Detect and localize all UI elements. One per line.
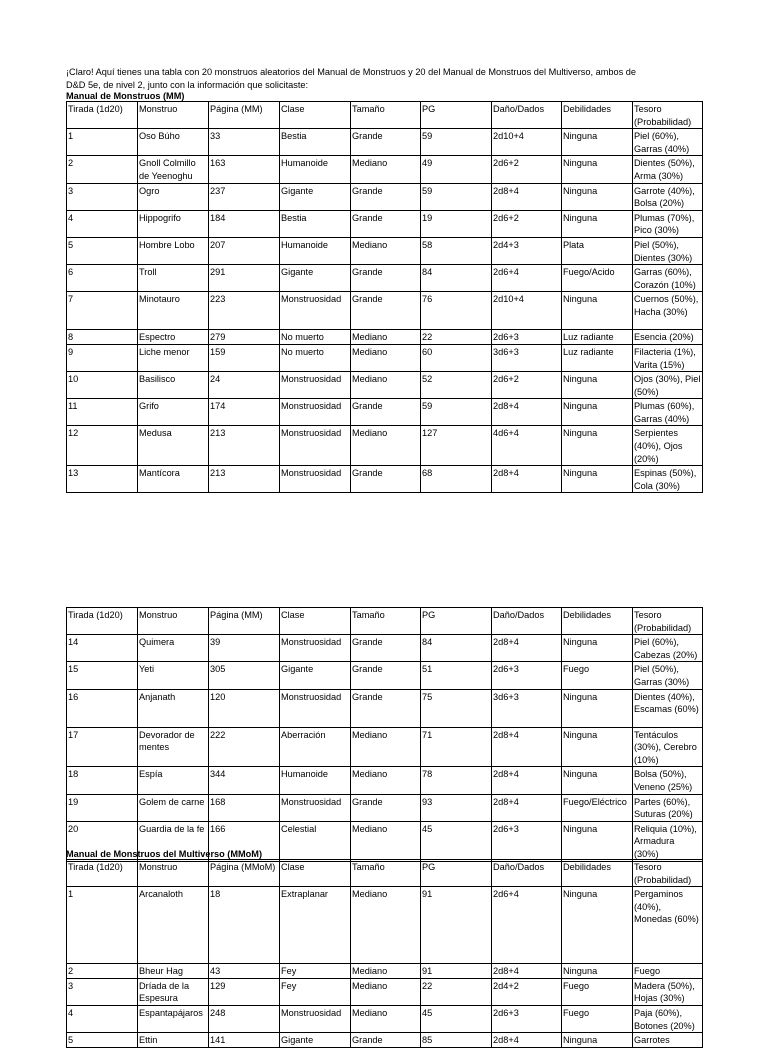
- cell-roll: 18: [67, 767, 138, 794]
- cell-monster: Quimera: [138, 635, 209, 662]
- cell-page: 291: [209, 265, 280, 292]
- cell-roll: 6: [67, 265, 138, 292]
- cell-class: Monstruosidad: [280, 1005, 351, 1032]
- cell-roll: 5: [67, 237, 138, 264]
- intro-text: [66, 66, 706, 91]
- column-header-weakness: Debilidades: [562, 102, 633, 129]
- cell-roll: 3: [67, 183, 138, 210]
- cell-treasure: Bolsa (50%), Veneno (25%): [633, 767, 703, 794]
- cell-damage: 2d8+4: [492, 399, 562, 426]
- cell-weakness: Ninguna: [562, 156, 633, 183]
- cell-size: Grande: [351, 794, 421, 821]
- cell-roll: 4: [67, 210, 138, 237]
- cell-class: Monstruosidad: [280, 372, 351, 399]
- column-header-page: Página (MMoM): [209, 860, 280, 887]
- cell-class: Humanoide: [280, 767, 351, 794]
- column-header-roll: Tirada (1d20): [67, 102, 138, 129]
- cell-weakness: Fuego: [562, 978, 633, 1005]
- cell-monster: Liche menor: [138, 344, 209, 371]
- cell-class: Humanoide: [280, 237, 351, 264]
- cell-size: Mediano: [351, 237, 421, 264]
- cell-weakness: Plata: [562, 237, 633, 264]
- cell-treasure: Paja (60%), Botones (20%): [633, 1005, 703, 1032]
- cell-weakness: Fuego: [562, 1005, 633, 1032]
- cell-size: Grande: [351, 292, 421, 330]
- cell-weakness: Ninguna: [562, 887, 633, 964]
- cell-treasure: Garrote (40%), Bolsa (20%): [633, 183, 703, 210]
- cell-treasure: Esencia (20%): [633, 330, 703, 345]
- cell-class: Humanoide: [280, 156, 351, 183]
- cell-weakness: Ninguna: [562, 426, 633, 466]
- cell-damage: 2d10+4: [492, 292, 562, 330]
- cell-treasure: Garrotes: [633, 1033, 703, 1048]
- cell-damage: 2d4+2: [492, 978, 562, 1005]
- cell-treasure: Piel (50%), Dientes (30%): [633, 237, 703, 264]
- cell-weakness: Ninguna: [562, 767, 633, 794]
- cell-damage: 2d4+3: [492, 237, 562, 264]
- cell-roll: 20: [67, 821, 138, 861]
- cell-hp: 78: [421, 767, 492, 794]
- cell-size: Mediano: [351, 767, 421, 794]
- cell-damage: 2d6+4: [492, 265, 562, 292]
- cell-size: Grande: [351, 399, 421, 426]
- cell-page: 168: [209, 794, 280, 821]
- cell-monster: Ogro: [138, 183, 209, 210]
- cell-page: 120: [209, 689, 280, 727]
- cell-roll: 2: [67, 156, 138, 183]
- cell-size: Grande: [351, 210, 421, 237]
- cell-hp: 84: [421, 265, 492, 292]
- column-header-hp: PG: [421, 608, 492, 635]
- cell-weakness: Ninguna: [562, 183, 633, 210]
- cell-monster: Troll: [138, 265, 209, 292]
- cell-weakness: Ninguna: [562, 399, 633, 426]
- cell-damage: 2d8+4: [492, 466, 562, 493]
- cell-hp: 52: [421, 372, 492, 399]
- cell-monster: Basilisco: [138, 372, 209, 399]
- cell-damage: 2d6+2: [492, 156, 562, 183]
- cell-hp: 68: [421, 466, 492, 493]
- cell-hp: 91: [421, 887, 492, 964]
- table-row: [67, 372, 703, 399]
- cell-hp: 51: [421, 662, 492, 689]
- table-row: [67, 794, 703, 821]
- cell-page: 213: [209, 466, 280, 493]
- cell-monster: Minotauro: [138, 292, 209, 330]
- section-title-mm: Manual de Monstruos (MM): [66, 91, 185, 101]
- cell-monster: Bheur Hag: [138, 964, 209, 979]
- monster-table-mm-continued: [66, 607, 703, 862]
- cell-page: 223: [209, 292, 280, 330]
- column-header-treasure: Tesoro (Probabilidad): [633, 608, 703, 635]
- cell-monster: Medusa: [138, 426, 209, 466]
- cell-roll: 8: [67, 330, 138, 345]
- cell-damage: 2d10+4: [492, 129, 562, 156]
- cell-treasure: Piel (60%), Garras (40%): [633, 129, 703, 156]
- cell-damage: 2d6+2: [492, 210, 562, 237]
- cell-hp: 22: [421, 330, 492, 345]
- cell-damage: 2d6+3: [492, 330, 562, 345]
- table-row: [67, 183, 703, 210]
- cell-size: Grande: [351, 265, 421, 292]
- cell-page: 141: [209, 1033, 280, 1048]
- table-row: [67, 662, 703, 689]
- cell-class: Aberración: [280, 727, 351, 767]
- cell-hp: 19: [421, 210, 492, 237]
- cell-page: 237: [209, 183, 280, 210]
- column-header-size: Tamaño: [351, 860, 421, 887]
- table-row: [67, 635, 703, 662]
- cell-roll: 15: [67, 662, 138, 689]
- cell-damage: 2d6+3: [492, 1005, 562, 1032]
- cell-size: Mediano: [351, 978, 421, 1005]
- cell-class: Monstruosidad: [280, 426, 351, 466]
- table-row: [67, 466, 703, 493]
- column-header-hp: PG: [421, 860, 492, 887]
- table-row: [67, 887, 703, 964]
- column-header-roll: Tirada (1d20): [67, 608, 138, 635]
- cell-size: Grande: [351, 689, 421, 727]
- cell-class: Celestial: [280, 821, 351, 861]
- cell-weakness: Luz radiante: [562, 330, 633, 345]
- table-row: [67, 210, 703, 237]
- cell-roll: 10: [67, 372, 138, 399]
- cell-weakness: Ninguna: [562, 210, 633, 237]
- cell-roll: 5: [67, 1033, 138, 1048]
- cell-roll: 14: [67, 635, 138, 662]
- cell-monster: Yeti: [138, 662, 209, 689]
- cell-class: Fey: [280, 978, 351, 1005]
- table-row: [67, 129, 703, 156]
- cell-page: 129: [209, 978, 280, 1005]
- cell-hp: 45: [421, 821, 492, 861]
- cell-damage: 3d6+3: [492, 344, 562, 371]
- cell-treasure: Dientes (40%), Escamas (60%): [633, 689, 703, 727]
- cell-damage: 2d8+4: [492, 727, 562, 767]
- cell-monster: Espía: [138, 767, 209, 794]
- cell-monster: Hippogrifo: [138, 210, 209, 237]
- cell-damage: 4d6+4: [492, 426, 562, 466]
- table-row: [67, 978, 703, 1005]
- cell-hp: 75: [421, 689, 492, 727]
- cell-hp: 58: [421, 237, 492, 264]
- table-row: [67, 689, 703, 727]
- column-header-weakness: Debilidades: [562, 860, 633, 887]
- cell-hp: 91: [421, 964, 492, 979]
- cell-roll: 4: [67, 1005, 138, 1032]
- cell-damage: 2d6+3: [492, 662, 562, 689]
- cell-hp: 76: [421, 292, 492, 330]
- cell-monster: Guardia de la fe: [138, 821, 209, 861]
- cell-page: 166: [209, 821, 280, 861]
- cell-size: Mediano: [351, 344, 421, 371]
- cell-treasure: Partes (60%), Suturas (20%): [633, 794, 703, 821]
- cell-hp: 84: [421, 635, 492, 662]
- cell-damage: 2d6+3: [492, 821, 562, 861]
- cell-class: Fey: [280, 964, 351, 979]
- cell-damage: 2d6+2: [492, 372, 562, 399]
- cell-damage: 3d6+3: [492, 689, 562, 727]
- cell-hp: 71: [421, 727, 492, 767]
- cell-treasure: Filacteria (1%), Varita (15%): [633, 344, 703, 371]
- cell-class: Monstruosidad: [280, 689, 351, 727]
- column-header-monster: Monstruo: [138, 860, 209, 887]
- cell-monster: Anjanath: [138, 689, 209, 727]
- cell-roll: 11: [67, 399, 138, 426]
- cell-page: 248: [209, 1005, 280, 1032]
- cell-class: Monstruosidad: [280, 635, 351, 662]
- cell-weakness: Ninguna: [562, 129, 633, 156]
- cell-damage: 2d8+4: [492, 1033, 562, 1048]
- cell-weakness: Fuego/Eléctrico: [562, 794, 633, 821]
- table-row: [67, 727, 703, 767]
- cell-weakness: Ninguna: [562, 964, 633, 979]
- cell-size: Mediano: [351, 330, 421, 345]
- column-header-class: Clase: [280, 608, 351, 635]
- table-row: [67, 265, 703, 292]
- cell-weakness: Ninguna: [562, 292, 633, 330]
- cell-hp: 22: [421, 978, 492, 1005]
- cell-hp: 59: [421, 129, 492, 156]
- column-header-page: Página (MM): [209, 102, 280, 129]
- cell-damage: 2d6+4: [492, 887, 562, 964]
- cell-monster: Oso Búho: [138, 129, 209, 156]
- cell-page: 159: [209, 344, 280, 371]
- cell-class: Monstruosidad: [280, 466, 351, 493]
- table-header-row: [67, 860, 703, 887]
- cell-treasure: Piel (50%), Garras (30%): [633, 662, 703, 689]
- cell-size: Grande: [351, 183, 421, 210]
- cell-monster: Arcanaloth: [138, 887, 209, 964]
- cell-treasure: Reliquia (10%), Armadura (30%): [633, 821, 703, 861]
- cell-class: Gigante: [280, 265, 351, 292]
- cell-size: Grande: [351, 1033, 421, 1048]
- cell-page: 213: [209, 426, 280, 466]
- cell-treasure: Dientes (50%), Arma (30%): [633, 156, 703, 183]
- cell-roll: 17: [67, 727, 138, 767]
- column-header-page: Página (MM): [209, 608, 280, 635]
- cell-treasure: Tentáculos (30%), Cerebro (10%): [633, 727, 703, 767]
- column-header-damage: Daño/Dados: [492, 608, 562, 635]
- cell-size: Grande: [351, 662, 421, 689]
- cell-page: 222: [209, 727, 280, 767]
- cell-treasure: Garras (60%), Corazón (10%): [633, 265, 703, 292]
- cell-weakness: Ninguna: [562, 372, 633, 399]
- cell-weakness: Ninguna: [562, 1033, 633, 1048]
- table-header-row: [67, 102, 703, 129]
- cell-treasure: Serpientes (40%), Ojos (20%): [633, 426, 703, 466]
- column-header-class: Clase: [280, 102, 351, 129]
- column-header-damage: Daño/Dados: [492, 102, 562, 129]
- cell-weakness: Luz radiante: [562, 344, 633, 371]
- cell-hp: 49: [421, 156, 492, 183]
- cell-roll: 16: [67, 689, 138, 727]
- cell-roll: 12: [67, 426, 138, 466]
- cell-size: Mediano: [351, 372, 421, 399]
- cell-weakness: Ninguna: [562, 727, 633, 767]
- column-header-damage: Daño/Dados: [492, 860, 562, 887]
- cell-class: Bestia: [280, 129, 351, 156]
- cell-weakness: Ninguna: [562, 689, 633, 727]
- cell-page: 279: [209, 330, 280, 345]
- table-row: [67, 1005, 703, 1032]
- cell-page: 43: [209, 964, 280, 979]
- cell-class: Monstruosidad: [280, 292, 351, 330]
- cell-treasure: Ojos (30%), Piel (50%): [633, 372, 703, 399]
- cell-size: Mediano: [351, 156, 421, 183]
- section-title-mmom: Manual de Monstruos del Multiverso (MMoM): [66, 849, 263, 859]
- cell-page: 18: [209, 887, 280, 964]
- cell-roll: 9: [67, 344, 138, 371]
- cell-damage: 2d8+4: [492, 183, 562, 210]
- cell-page: 305: [209, 662, 280, 689]
- cell-weakness: Ninguna: [562, 466, 633, 493]
- cell-hp: 85: [421, 1033, 492, 1048]
- table-row: [67, 399, 703, 426]
- cell-page: 207: [209, 237, 280, 264]
- cell-class: Bestia: [280, 210, 351, 237]
- table-row: [67, 344, 703, 371]
- cell-monster: Espectro: [138, 330, 209, 345]
- column-header-roll: Tirada (1d20): [67, 860, 138, 887]
- cell-damage: 2d8+4: [492, 964, 562, 979]
- cell-hp: 45: [421, 1005, 492, 1032]
- cell-monster: Ettin: [138, 1033, 209, 1048]
- table-row: [67, 767, 703, 794]
- table-row: [67, 292, 703, 330]
- cell-monster: Devorador de mentes: [138, 727, 209, 767]
- cell-monster: Gnoll Colmillo de Yeenoghu: [138, 156, 209, 183]
- cell-monster: Mantícora: [138, 466, 209, 493]
- cell-treasure: Pergaminos (40%), Monedas (60%): [633, 887, 703, 964]
- cell-class: Monstruosidad: [280, 399, 351, 426]
- cell-weakness: Fuego/Acido: [562, 265, 633, 292]
- cell-size: Grande: [351, 129, 421, 156]
- cell-hp: 127: [421, 426, 492, 466]
- cell-hp: 59: [421, 399, 492, 426]
- column-header-hp: PG: [421, 102, 492, 129]
- cell-page: 163: [209, 156, 280, 183]
- cell-class: Gigante: [280, 183, 351, 210]
- monster-table-mmom: [66, 859, 703, 1048]
- cell-monster: Dríada de la Espesura: [138, 978, 209, 1005]
- cell-treasure: Plumas (60%), Garras (40%): [633, 399, 703, 426]
- cell-class: Gigante: [280, 1033, 351, 1048]
- cell-size: Grande: [351, 466, 421, 493]
- cell-hp: 60: [421, 344, 492, 371]
- table-row: [67, 426, 703, 466]
- cell-treasure: Cuernos (50%), Hacha (30%): [633, 292, 703, 330]
- cell-size: Mediano: [351, 727, 421, 767]
- column-header-treasure: Tesoro (Probabilidad): [633, 102, 703, 129]
- cell-hp: 93: [421, 794, 492, 821]
- cell-size: Mediano: [351, 1005, 421, 1032]
- cell-size: Mediano: [351, 426, 421, 466]
- column-header-weakness: Debilidades: [562, 608, 633, 635]
- cell-treasure: Madera (50%), Hojas (30%): [633, 978, 703, 1005]
- table-row: [67, 156, 703, 183]
- cell-treasure: Piel (60%), Cabezas (20%): [633, 635, 703, 662]
- table-row: [67, 1033, 703, 1048]
- cell-treasure: Fuego: [633, 964, 703, 979]
- cell-class: No muerto: [280, 330, 351, 345]
- cell-size: Mediano: [351, 821, 421, 861]
- cell-roll: 7: [67, 292, 138, 330]
- cell-roll: 3: [67, 978, 138, 1005]
- cell-class: Monstruosidad: [280, 794, 351, 821]
- cell-roll: 2: [67, 964, 138, 979]
- table-row: [67, 237, 703, 264]
- cell-roll: 1: [67, 129, 138, 156]
- cell-hp: 59: [421, 183, 492, 210]
- cell-damage: 2d8+4: [492, 635, 562, 662]
- cell-class: No muerto: [280, 344, 351, 371]
- monster-table-mm: [66, 101, 703, 493]
- cell-size: Grande: [351, 635, 421, 662]
- cell-monster: Golem de carne: [138, 794, 209, 821]
- table-row: [67, 964, 703, 979]
- intro-line-1: ¡Claro! Aquí tienes una tabla con 20 monstruos aleatorios del Manual de Monstruos y 20 del Manual de Monstruos del Multiverso, ambos de: [66, 67, 636, 77]
- cell-treasure: Espinas (50%), Cola (30%): [633, 466, 703, 493]
- intro-line-2: D&D 5e, de nivel 2, junto con la información que solicitaste:: [66, 79, 309, 90]
- cell-monster: Espantapájaros: [138, 1005, 209, 1032]
- cell-page: 344: [209, 767, 280, 794]
- cell-weakness: Fuego: [562, 662, 633, 689]
- cell-monster: Grifo: [138, 399, 209, 426]
- cell-roll: 19: [67, 794, 138, 821]
- cell-page: 24: [209, 372, 280, 399]
- cell-treasure: Plumas (70%), Pico (30%): [633, 210, 703, 237]
- cell-size: Mediano: [351, 887, 421, 964]
- cell-roll: 1: [67, 887, 138, 964]
- cell-monster: Hombre Lobo: [138, 237, 209, 264]
- column-header-size: Tamaño: [351, 608, 421, 635]
- cell-size: Mediano: [351, 964, 421, 979]
- column-header-size: Tamaño: [351, 102, 421, 129]
- table-header-row: [67, 608, 703, 635]
- cell-damage: 2d8+4: [492, 794, 562, 821]
- column-header-monster: Monstruo: [138, 608, 209, 635]
- cell-class: Gigante: [280, 662, 351, 689]
- cell-weakness: Ninguna: [562, 821, 633, 861]
- cell-weakness: Ninguna: [562, 635, 633, 662]
- cell-class: Extraplanar: [280, 887, 351, 964]
- cell-roll: 13: [67, 466, 138, 493]
- table-row: [67, 330, 703, 345]
- column-header-monster: Monstruo: [138, 102, 209, 129]
- cell-page: 33: [209, 129, 280, 156]
- cell-damage: 2d8+4: [492, 767, 562, 794]
- cell-page: 39: [209, 635, 280, 662]
- column-header-class: Clase: [280, 860, 351, 887]
- cell-page: 174: [209, 399, 280, 426]
- cell-page: 184: [209, 210, 280, 237]
- column-header-treasure: Tesoro (Probabilidad): [633, 860, 703, 887]
